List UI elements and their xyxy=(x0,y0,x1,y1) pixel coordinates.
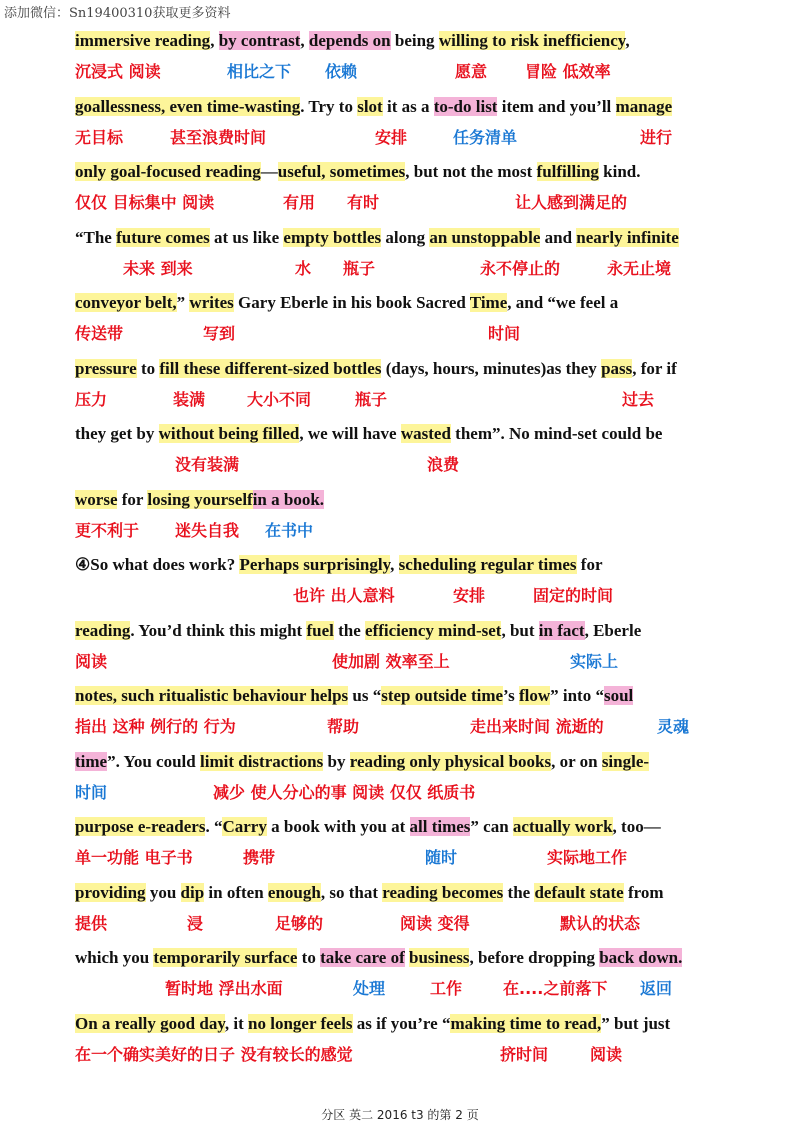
chinese-annotation-line xyxy=(75,61,735,83)
english-line xyxy=(75,879,735,907)
translation-note: 提供 xyxy=(75,913,108,933)
chinese-annotation-line xyxy=(75,847,735,869)
text-segment: at us like xyxy=(209,227,284,247)
highlighted-phrase: without being filled xyxy=(158,424,300,443)
text-segment: them”. No mind-set could be xyxy=(450,424,663,443)
text-segment: ” into “ xyxy=(550,686,604,705)
highlighted-phrase: purpose e-readers xyxy=(75,817,206,836)
translation-note: 使加剧 效率至上 xyxy=(332,651,450,671)
translation-note: 传送带 xyxy=(75,324,124,343)
text-segment: ”. You could xyxy=(107,751,200,771)
text-segment: being xyxy=(390,31,439,50)
english-line xyxy=(75,355,735,383)
text-segment: , xyxy=(390,555,399,574)
highlighted-phrase: step outside time xyxy=(381,686,504,705)
translation-note: 在书中 xyxy=(265,520,314,540)
text-segment: (days, hours, minutes)as they xyxy=(381,358,602,378)
translation-note: 随时 xyxy=(425,848,458,867)
translation-note: 指出 这种 例行的 行为 xyxy=(75,717,236,736)
highlighted-phrase: fill these different-sized bottles xyxy=(159,358,382,378)
text-segment: . Try to xyxy=(300,96,358,116)
translation-note: 有用 xyxy=(283,193,316,212)
text-segment: it as a xyxy=(382,96,434,116)
translation-note: 暂时地 浮出水面 xyxy=(165,979,283,998)
highlighted-phrase: Carry xyxy=(222,817,267,836)
text-segment: item and you’ll xyxy=(497,96,616,116)
translation-note: 没有装满 xyxy=(175,455,240,474)
highlighted-phrase: reading xyxy=(75,620,131,640)
translation-note: 固定的时间 xyxy=(533,586,614,605)
translation-note: 迷失自我 xyxy=(175,520,240,540)
text-segment: , so that xyxy=(320,882,383,902)
highlighted-phrase: goallessness, even time-wasting xyxy=(75,96,301,116)
highlighted-phrase: reading only physical books xyxy=(349,751,552,771)
highlighted-phrase: manage xyxy=(615,96,673,116)
translation-note: 挤时间 xyxy=(500,1044,549,1064)
highlighted-phrase: worse xyxy=(75,489,118,509)
highlighted-phrase: no longer feels xyxy=(248,1013,353,1033)
text-segment: , we will have xyxy=(299,424,401,443)
text-segment: . “ xyxy=(205,817,223,836)
text-segment: , before dropping xyxy=(469,948,600,967)
translation-note: 沉浸式 阅读 xyxy=(75,62,161,81)
text-segment: they get by xyxy=(75,424,159,443)
highlighted-phrase: take care of xyxy=(320,948,405,967)
highlighted-phrase: future comes xyxy=(116,227,210,247)
chinese-annotation-line xyxy=(75,716,735,738)
highlighted-phrase: conveyor belt, xyxy=(75,293,177,312)
highlighted-phrase: Perhaps surprisingly xyxy=(239,555,391,574)
translation-note: 进行 xyxy=(640,127,673,147)
chinese-annotation-line xyxy=(75,651,735,673)
highlighted-phrase: efficiency mind-set xyxy=(365,620,502,640)
highlighted-phrase: enough xyxy=(267,882,321,902)
highlighted-phrase: default state xyxy=(534,882,624,902)
text-segment: , but xyxy=(501,620,539,640)
translation-note: 默认的状态 xyxy=(560,913,641,933)
highlighted-phrase: actually work xyxy=(512,817,613,836)
translation-note: 有时 xyxy=(347,193,380,212)
highlighted-phrase: fuel xyxy=(306,620,334,640)
translation-note: 过去 xyxy=(622,389,655,409)
highlighted-phrase: depends on xyxy=(308,31,391,50)
translation-note: 装满 xyxy=(173,389,206,409)
text-segment: for xyxy=(117,489,148,509)
translation-note: 阅读 xyxy=(75,651,108,671)
text-segment: , or on xyxy=(551,751,602,771)
highlighted-phrase: providing xyxy=(75,882,146,902)
translation-note: 工作 xyxy=(430,979,463,998)
english-line xyxy=(75,813,735,841)
chinese-annotation-line xyxy=(75,323,735,345)
highlighted-phrase: immersive reading xyxy=(75,31,211,50)
text-segment: the xyxy=(333,620,366,640)
text-segment: , it xyxy=(224,1013,249,1033)
highlighted-phrase: useful, sometimes xyxy=(277,162,406,181)
highlighted-phrase: all times xyxy=(409,817,471,836)
english-line xyxy=(75,289,735,317)
translation-note: 更不利于 xyxy=(75,520,140,540)
text-segment: to xyxy=(136,358,160,378)
text-segment: — xyxy=(260,162,278,181)
chinese-annotation-line xyxy=(75,258,735,280)
highlighted-phrase: nearly infinite xyxy=(576,227,679,247)
text-segment: in often xyxy=(204,882,268,902)
text-segment: , and “we feel a xyxy=(507,293,619,312)
highlighted-phrase: limit distractions xyxy=(200,751,324,771)
highlighted-phrase: soul xyxy=(603,686,634,705)
text-segment: ” xyxy=(176,293,190,312)
translation-note: 帮助 xyxy=(327,717,360,736)
translation-note: 浸 xyxy=(187,913,204,933)
text-segment: , for if xyxy=(632,358,677,378)
highlighted-phrase: Time xyxy=(469,293,508,312)
text-segment: , but not the most xyxy=(405,162,537,181)
text-segment: , Eberle xyxy=(584,620,642,640)
translation-note: 甚至浪费时间 xyxy=(170,127,267,147)
text-segment: ④So what does work? xyxy=(75,555,240,574)
chinese-annotation-line xyxy=(75,192,735,214)
translation-note: 永不停止的 xyxy=(480,258,561,278)
page-footer: 分区 英二 2016 t3 的第 2 页 xyxy=(321,1108,479,1122)
highlighted-phrase: empty bottles xyxy=(283,227,382,247)
highlighted-phrase: in fact xyxy=(538,620,585,640)
translation-note: 仅仅 目标集中 阅读 xyxy=(75,193,215,212)
text-segment: a book with you at xyxy=(266,817,410,836)
english-line xyxy=(75,486,735,514)
translation-note: 实际上 xyxy=(570,651,619,671)
text-segment: you xyxy=(145,882,181,902)
translation-note: 处理 xyxy=(353,979,386,998)
watermark-text: 添加微信：Sn19400310获取更多资料 xyxy=(4,6,231,21)
translation-note: 瓶子 xyxy=(355,389,388,409)
chinese-annotation-line xyxy=(75,585,735,607)
text-segment: ” but just xyxy=(601,1013,671,1033)
english-line xyxy=(75,420,735,448)
text-segment: to xyxy=(297,948,321,967)
chinese-annotation-line xyxy=(75,127,735,149)
english-line xyxy=(75,1010,735,1038)
english-line xyxy=(75,551,735,579)
highlighted-phrase: business xyxy=(408,948,470,967)
highlighted-phrase: an unstoppable xyxy=(429,227,541,247)
english-line xyxy=(75,93,735,121)
text-segment: “The xyxy=(75,227,117,247)
highlighted-phrase: slot xyxy=(357,96,383,116)
text-segment: which you xyxy=(75,948,154,967)
chinese-annotation-line xyxy=(75,520,735,542)
highlighted-phrase: in a book. xyxy=(252,489,325,509)
text-segment: , xyxy=(625,31,630,50)
highlighted-phrase: only goal-focused reading xyxy=(75,162,261,181)
translation-note: 在一个确实美好的日子 没有较长的感觉 xyxy=(75,1044,353,1064)
highlighted-phrase: making time to read, xyxy=(450,1013,602,1033)
text-segment: us “ xyxy=(348,686,382,705)
translation-note: 让人感到满足的 xyxy=(515,193,628,212)
highlighted-phrase: fulfilling xyxy=(536,162,599,181)
text-segment: by xyxy=(323,751,350,771)
translation-note: 任务清单 xyxy=(453,127,518,147)
translation-note: 单一功能 电子书 xyxy=(75,848,193,867)
translation-note: 也许 出人意料 xyxy=(293,586,395,605)
translation-note: 写到 xyxy=(203,324,236,343)
text-segment: as if you’re “ xyxy=(352,1013,451,1033)
highlighted-phrase: to-do list xyxy=(433,96,498,116)
english-line xyxy=(75,944,735,972)
highlighted-phrase: pressure xyxy=(75,358,137,378)
english-line xyxy=(75,224,735,252)
chinese-annotation-line xyxy=(75,913,735,935)
translation-note: 实际地工作 xyxy=(547,848,628,867)
translation-note: 未来 到来 xyxy=(123,258,193,278)
text-segment: kind. xyxy=(598,162,641,181)
text-segment: , too— xyxy=(612,817,661,836)
translation-note: 愿意 xyxy=(455,62,488,81)
highlighted-phrase: dip xyxy=(180,882,205,902)
text-segment: along xyxy=(381,227,430,247)
translation-note: 阅读 变得 xyxy=(400,913,470,933)
english-line xyxy=(75,158,735,186)
translation-note: 时间 xyxy=(75,782,108,802)
text-segment: from xyxy=(623,882,664,902)
translation-note: 携带 xyxy=(243,848,276,867)
highlighted-phrase: reading becomes xyxy=(382,882,504,902)
highlighted-phrase: single- xyxy=(601,751,650,771)
chinese-annotation-line xyxy=(75,782,735,804)
translation-note: 无目标 xyxy=(75,127,124,147)
english-line xyxy=(75,27,735,55)
text-segment: for xyxy=(576,555,603,574)
highlighted-phrase: willing to risk inefficiency xyxy=(438,31,626,50)
text-segment: and xyxy=(540,227,577,247)
highlighted-phrase: writes xyxy=(189,293,234,312)
highlighted-phrase: temporarily surface xyxy=(153,948,298,967)
text-segment: ” can xyxy=(470,817,513,836)
english-line xyxy=(75,617,735,645)
text-segment: Gary Eberle in his book Sacred xyxy=(233,293,470,312)
translation-note: 水 xyxy=(295,258,312,278)
translation-note: 灵魂 xyxy=(657,717,690,736)
chinese-annotation-line xyxy=(75,1044,735,1066)
translation-note: 冒险 低效率 xyxy=(525,62,611,81)
english-line xyxy=(75,748,735,776)
translation-note: 大小不同 xyxy=(247,389,312,409)
translation-note: 减少 使人分心的事 阅读 仅仅 纸质书 xyxy=(213,782,476,802)
translation-note: 足够的 xyxy=(275,913,324,933)
text-segment: ’s xyxy=(503,686,519,705)
english-line xyxy=(75,682,735,710)
translation-note: 安排 xyxy=(375,127,408,147)
translation-note: 阅读 xyxy=(590,1044,623,1064)
text-segment: , xyxy=(210,31,219,50)
highlighted-phrase: losing yourself xyxy=(147,489,253,509)
translation-note: 在....之前落下 xyxy=(503,979,608,998)
translation-note: 时间 xyxy=(488,324,521,343)
highlighted-phrase: flow xyxy=(518,686,551,705)
translation-note: 压力 xyxy=(75,389,108,409)
highlighted-phrase: notes, such ritualistic behaviour helps xyxy=(75,686,349,705)
highlighted-phrase: time xyxy=(75,751,108,771)
highlighted-phrase: scheduling regular times xyxy=(398,555,577,574)
highlighted-phrase: On a really good day xyxy=(75,1013,225,1033)
highlighted-phrase: back down. xyxy=(599,948,683,967)
chinese-annotation-line xyxy=(75,978,735,1000)
translation-note: 永无止境 xyxy=(607,258,672,278)
translation-note: 依赖 xyxy=(325,62,358,81)
text-segment: . You’d think this might xyxy=(130,620,307,640)
chinese-annotation-line xyxy=(75,454,735,476)
translation-note: 瓶子 xyxy=(343,258,376,278)
text-segment: , xyxy=(300,31,309,50)
chinese-annotation-line xyxy=(75,389,735,411)
text-segment: the xyxy=(503,882,535,902)
translation-note: 相比之下 xyxy=(227,62,292,81)
highlighted-phrase: by contrast xyxy=(218,31,301,50)
highlighted-phrase: pass xyxy=(601,358,633,378)
highlighted-phrase: wasted xyxy=(400,424,451,443)
translation-note: 安排 xyxy=(453,586,486,605)
translation-note: 浪费 xyxy=(427,455,460,474)
translation-note: 走出来时间 流逝的 xyxy=(470,717,604,736)
translation-note: 返回 xyxy=(640,979,673,998)
